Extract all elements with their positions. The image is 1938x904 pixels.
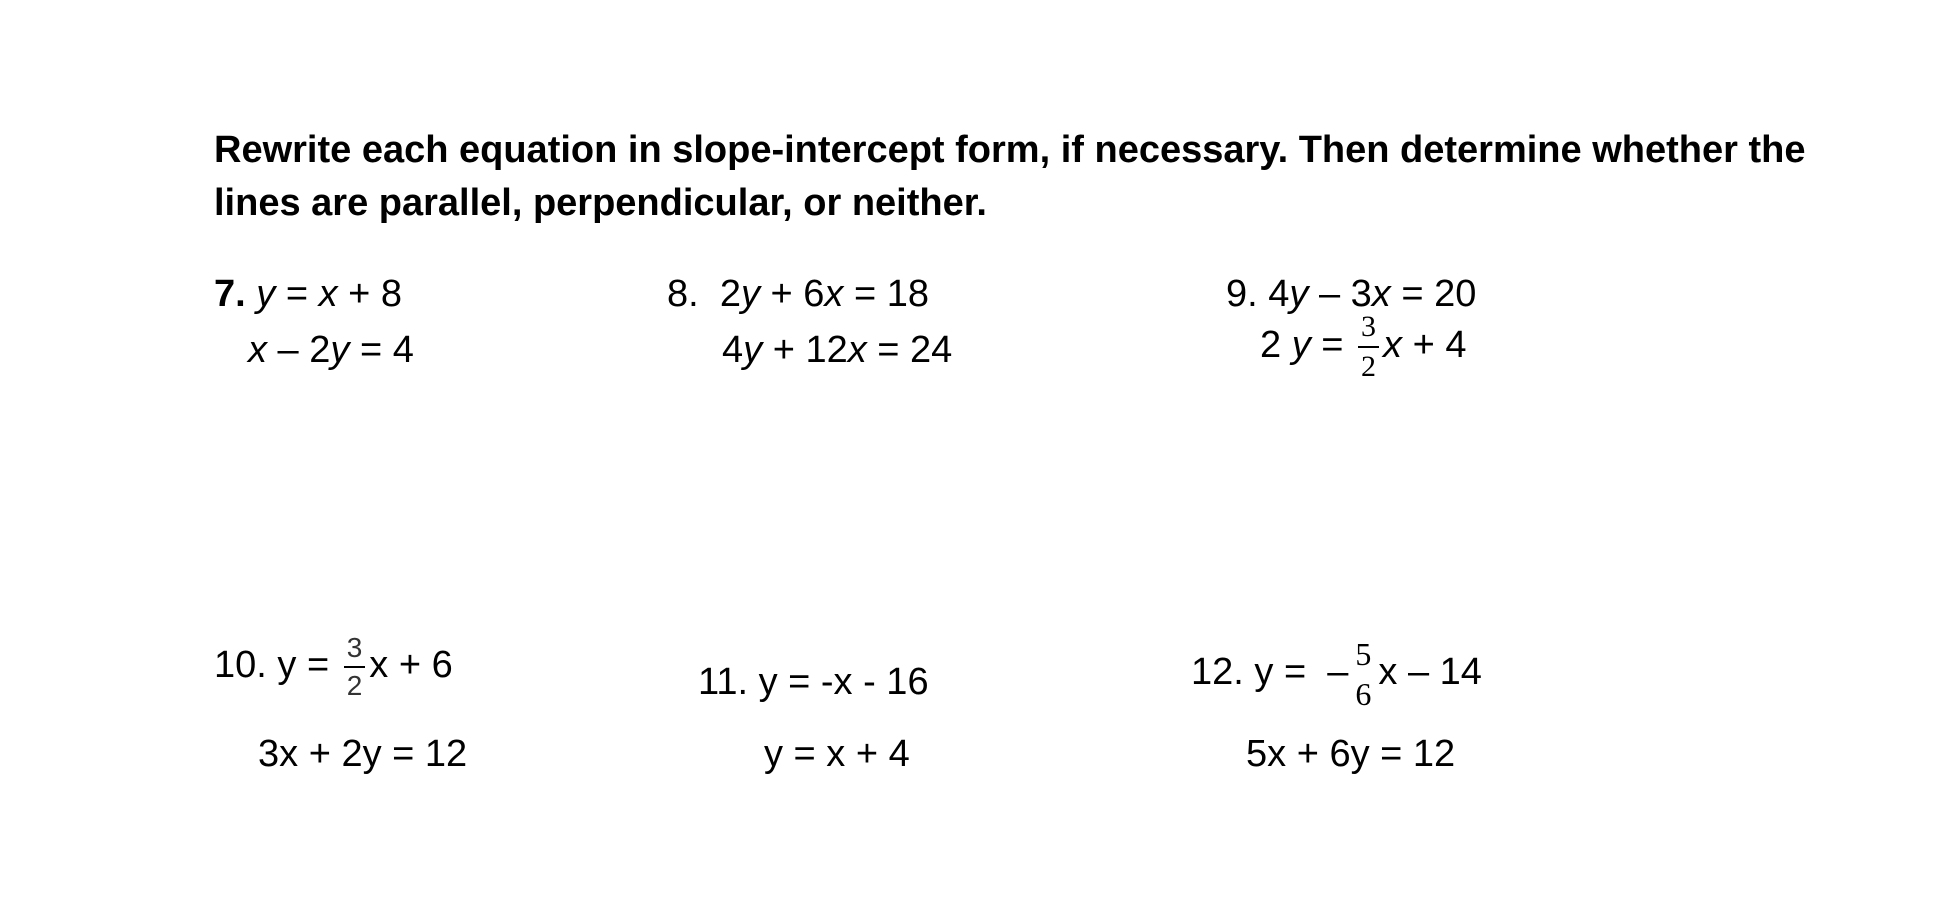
var-y: y bbox=[1289, 273, 1309, 315]
fraction bbox=[1352, 638, 1374, 710]
problem-9-line-2 bbox=[1260, 312, 1466, 382]
problem-8-line-2 bbox=[722, 328, 952, 372]
problem-number: 10. bbox=[214, 644, 267, 687]
eq-part: 2 bbox=[719, 273, 741, 315]
fraction-denominator: 2 bbox=[346, 670, 363, 701]
eq-part: = bbox=[275, 273, 319, 315]
eq-part: + 8 bbox=[337, 273, 403, 315]
eq-part: = 20 bbox=[1390, 273, 1477, 315]
var-x: x bbox=[1383, 324, 1403, 367]
problem-number: 12. bbox=[1191, 651, 1244, 694]
problem-12-line-1 bbox=[1191, 638, 1482, 710]
problem-11-line-2: y = x + 4 bbox=[764, 733, 910, 775]
var-x: x bbox=[847, 329, 867, 371]
fraction-denominator: 2 bbox=[1361, 350, 1377, 383]
fraction-numerator: 3 bbox=[344, 634, 366, 668]
eq-part: = 18 bbox=[843, 273, 929, 315]
var-x: x bbox=[824, 273, 844, 315]
eq-part: = bbox=[1310, 324, 1355, 367]
eq-part: – 3 bbox=[1308, 273, 1372, 315]
fraction-numerator: 3 bbox=[1358, 312, 1379, 348]
eq-part: 4 bbox=[1268, 273, 1290, 315]
instructions: Rewrite each equation in slope-intercept form, if necessary. Then determine whether the lines are parallel, perpendicular, or neither. bbox=[214, 129, 1806, 224]
problem-number: 8. bbox=[667, 273, 699, 315]
eq-part: y = bbox=[1254, 651, 1317, 694]
eq-part: = 4 bbox=[349, 329, 414, 371]
var-x: x bbox=[248, 329, 267, 371]
eq-part: y = bbox=[277, 644, 340, 687]
eq-part: = 24 bbox=[866, 329, 953, 371]
eq-part: + 4 bbox=[1402, 324, 1467, 367]
eq-part: 2 bbox=[1260, 324, 1292, 367]
var-x: x bbox=[318, 273, 338, 315]
eq-part: + 6 bbox=[759, 273, 825, 315]
eq-part: + 12 bbox=[762, 329, 848, 371]
minus-sign: – bbox=[1327, 651, 1349, 694]
eq-part: y = -x - 16 bbox=[758, 661, 929, 703]
var-y: y bbox=[330, 329, 350, 371]
problem-8-line-1 bbox=[667, 272, 929, 316]
problem-number: 11. bbox=[698, 661, 749, 703]
eq-part: 4 bbox=[722, 329, 744, 371]
var-y: y bbox=[740, 273, 760, 315]
fraction bbox=[1358, 312, 1379, 382]
var-y: y bbox=[1291, 324, 1311, 367]
problem-number: 7. bbox=[214, 273, 246, 315]
fraction bbox=[344, 634, 366, 700]
problem-10-line-2: 3x + 2y = 12 bbox=[258, 733, 468, 775]
problem-11-line-1 bbox=[698, 660, 929, 704]
problem-12-line-2: 5x + 6y = 12 bbox=[1246, 733, 1456, 775]
problem-7-line-1 bbox=[214, 272, 402, 316]
fraction-denominator: 6 bbox=[1355, 676, 1372, 712]
problem-number: 9. bbox=[1226, 273, 1258, 315]
eq-part: x – 14 bbox=[1378, 651, 1482, 694]
var-y: y bbox=[256, 273, 276, 315]
eq-part: – 2 bbox=[267, 329, 331, 371]
var-y: y bbox=[743, 329, 763, 371]
eq-part: x + 6 bbox=[369, 644, 453, 687]
var-x: x bbox=[1371, 273, 1391, 315]
problem-10-line-1 bbox=[214, 634, 453, 700]
problem-9-line-1 bbox=[1226, 272, 1476, 316]
problem-7-line-2 bbox=[248, 328, 414, 372]
fraction-numerator: 5 bbox=[1355, 636, 1372, 672]
